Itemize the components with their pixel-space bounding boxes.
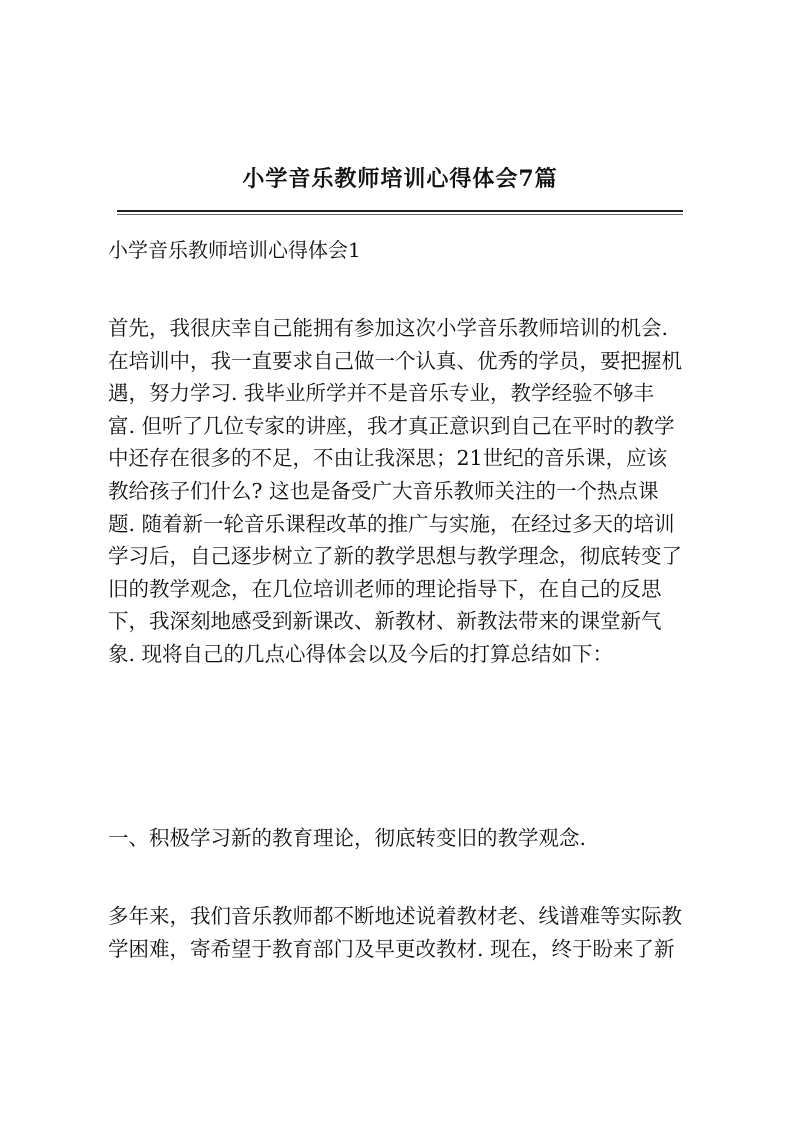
paragraph-line: 遇，努力学习. 我毕业所学并不是音乐专业，教学经验不够丰 — [108, 381, 655, 406]
paragraph-line: 学习后，自己逐步树立了新的教学思想与教学理念，彻底转变了 — [108, 544, 682, 569]
title-divider-thin — [117, 214, 683, 215]
title-divider-thick — [117, 210, 683, 212]
paragraph-line: 首先，我很庆幸自己能拥有参加这次小学音乐教师培训的机会. — [108, 316, 669, 340]
paragraph-line: 多年来，我们音乐教师都不断地述说着教材老、线谱难等实际教 — [108, 904, 682, 928]
paragraph-line: 中还存在很多的不足，不由让我深思；21世纪的音乐课，应该 — [108, 446, 668, 471]
paragraph-1 — [108, 312, 713, 671]
paragraph-line: 富. 但听了几位专家的讲座，我才真正意识到自己在平时的教学 — [108, 413, 675, 438]
paragraph-line: 题. 随着新一轮音乐课程改革的推广与实施，在经过多天的培训 — [108, 511, 675, 536]
paragraph-line: 下，我深刻地感受到新课改、新教材、新教法带来的课堂新气 — [108, 609, 662, 634]
paragraph-line: 象. 现将自己的几点心得体会以及今后的打算总结如下： — [108, 641, 614, 666]
paragraph-line: 在培训中，我一直要求自己做一个认真、优秀的学员，要把握机 — [108, 348, 682, 373]
paragraph-2 — [108, 900, 713, 965]
section-subtitle: 小学音乐教师培训心得体会1 — [108, 238, 361, 262]
paragraph-line: 旧的教学观念，在几位培训老师的理论指导下，在自己的反思 — [108, 576, 662, 601]
paragraph-line: 教给孩子们什么? 这也是备受广大音乐教师关注的一个热点课 — [108, 478, 659, 503]
section-heading: 一、积极学习新的教育理论，彻底转变旧的教学观念. — [108, 826, 587, 850]
paragraph-line: 学困难，寄希望于教育部门及早更改教材. 现在，终于盼来了新 — [108, 936, 675, 961]
document-title: 小学音乐教师培训心得体会7篇 — [242, 166, 558, 192]
